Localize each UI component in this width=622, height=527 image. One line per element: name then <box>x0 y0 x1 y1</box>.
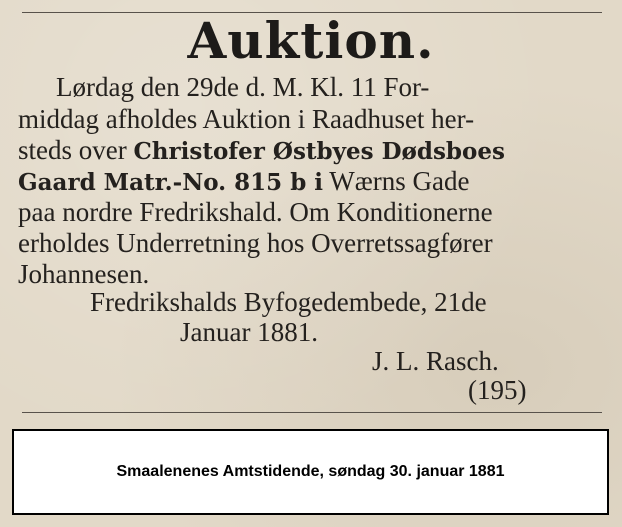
date-line: Januar 1881. <box>180 317 318 347</box>
estate-name: Christofer Østbyes Dødsboes <box>133 138 505 165</box>
notice-line-3 <box>18 135 505 167</box>
notice-title: Auktion. <box>187 11 435 70</box>
caption-box <box>12 429 609 515</box>
notice-line-3-text: steds over <box>18 135 127 165</box>
notice-line-1: Lørdag den 29de d. M. Kl. 11 For- <box>56 72 430 102</box>
property-id: Gaard Matr.-No. 815 b i <box>18 169 324 196</box>
notice-line-2: middag afholdes Auktion i Raadhuset her- <box>18 104 475 134</box>
notice-line-6: erholdes Underretning hos Overretssagfører <box>18 228 493 258</box>
source-caption: Smaalenenes Amtstidende, søndag 30. januar 1881 <box>116 463 505 480</box>
signature: J. L. Rasch. <box>372 346 499 376</box>
street-name: Wærns Gade <box>329 166 470 196</box>
issuer-line: Fredrikshalds Byfogedembede, 21de <box>90 287 487 317</box>
notice-line-7: Johannesen. <box>18 259 150 289</box>
bottom-rule <box>22 412 602 413</box>
notice-number: (195) <box>468 375 527 405</box>
notice-line-4 <box>18 166 470 198</box>
notice-line-5: paa nordre Fredrikshald. Om Konditionerne <box>18 197 493 227</box>
